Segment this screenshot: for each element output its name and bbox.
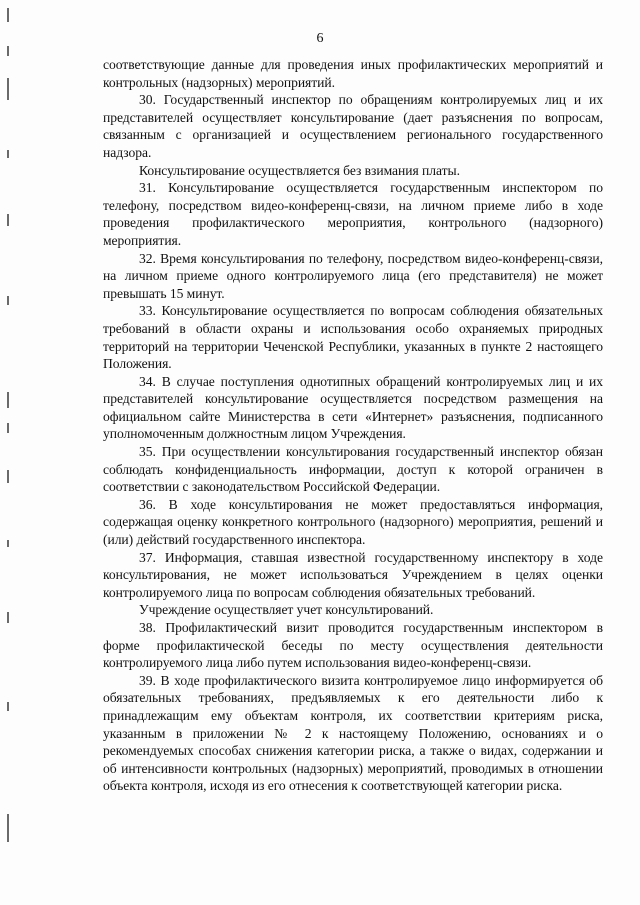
paragraph-consultation-free: Консультирование осуществляется без взимания платы.: [139, 162, 460, 178]
paragraph-34: 34. В случае поступления однотипных обращений контролируемых лиц и их представителей консультирование осуществляется посредством размещения на официальном сайте Министерства в сети «Интернет» разъяснения, подписанного уполномоченным должностным лицом Учреждения.: [103, 373, 603, 442]
paragraph-35: 35. При осуществлении консультирования государственный инспектор обязан соблюдать конфиденциальность информации, доступ к которой ограничен в соответствии с законодательством Российской Федерации.: [103, 444, 603, 495]
paragraph-36: 36. В ходе консультирования не может предоставляться информация, содержащая оценку конкретного контрольного (надзорного) мероприятия, решений и (или) действий государственного инспектора.: [103, 496, 603, 548]
document-body: [103, 56, 603, 795]
paragraph-30: 30. Государственный инспектор по обращениям контролируемых лиц и их представителей осуществляет консультирование (дает разъяснения по вопросам, связанным с организацией и осуществлением регионального государственного надзора.: [103, 92, 603, 160]
scan-margin-artifacts: [6, 0, 10, 905]
page-number: 6: [316, 31, 324, 46]
paragraph-37: 37. Информация, ставшая известной государственному инспектору в ходе консультирования, не может использоваться Учреждением в целях оценки контролируемого лица по вопросам соблюдения обязательных требований.: [103, 549, 603, 600]
paragraph-32: 32. Время консультирования по телефону, посредством видео-конференц-связи, на личном приеме одного контролируемого лица (его представителя) не может превышать 15 минут.: [103, 250, 603, 301]
paragraph-31: 31. Консультирование осуществляется государственным инспектором по телефону, посредством видео-конференц-связи, на личном приеме либо в ходе проведения профилактического мероприятия, контрольного (надзорного) мероприятия.: [103, 180, 603, 248]
paragraph-39: 39. В ходе профилактического визита контролируемое лицо информируется об обязательных требованиях, предъявляемых к его деятельности либо к принадлежащим ему объектам контроля, их соответствии критериям риска, указанным в приложении № 2 к настоящему Положению, основаниях и о рекомендуемых способах снижения категории риска, а также о видах, содержании и об интенсивности контрольных (надзорных) мероприятий, проводимых в отношении объекта контроля, исходя из его отнесения к соответствующей категории риска.: [103, 672, 603, 794]
paragraph-consultation-records: Учреждение осуществляет учет консультирований.: [139, 602, 434, 618]
paragraph-33: 33. Консультирование осуществляется по вопросам соблюдения обязательных требований в области охраны и использования особо охраняемых природных территорий на территории Чеченской Республики, указанных в пункте 2 настоящего Положения.: [103, 303, 603, 372]
paragraph-continuation: соответствующие данные для проведения иных профилактических мероприятий и контрольных (надзорных) мероприятий.: [103, 57, 603, 90]
paragraph-38: 38. Профилактический визит проводится государственным инспектором в форме профилактической беседы по месту осуществления деятельности контролируемого лица либо путем использования видео-конференц-связи.: [103, 620, 603, 671]
